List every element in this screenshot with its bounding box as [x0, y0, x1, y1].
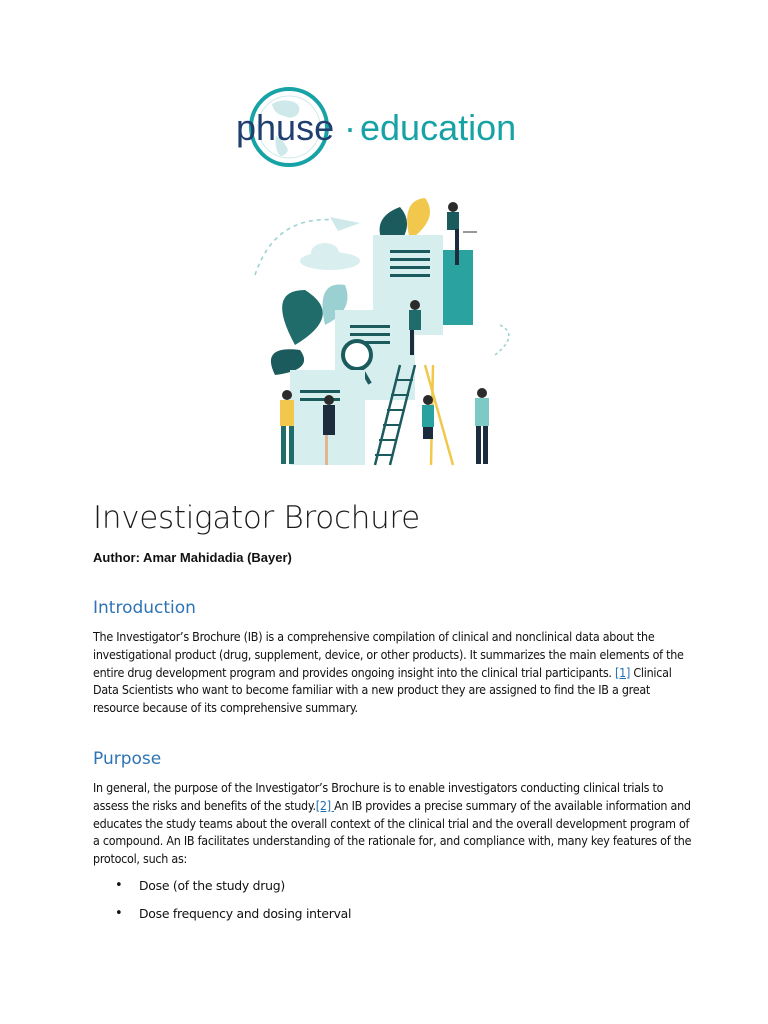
purpose-heading: Purpose — [93, 749, 162, 769]
purpose-paragraph — [93, 779, 693, 868]
purpose-text-part2: An IB provides a precise summary of the available information and educates the study teams about the overall context of the clinical trial and the overall development program of a compound. An IB facilitates understanding of the rationale for, and compliance with, many key features of the protocol, such as: — [93, 797, 692, 867]
reference-link-2[interactable]: [2] — [315, 797, 335, 813]
author-line: Author: Amar Mahidadia (Bayer) — [93, 550, 292, 565]
logo-product-text: education — [360, 107, 517, 148]
introduction-text-part2: Clinical Data Scientists who want to become familiar with a new product they are assigned to find the IB a great resource because of its comprehensive summary. — [93, 664, 672, 716]
list-item: • Dose (of the study drug) — [93, 874, 653, 902]
reference-link-1[interactable]: [1] — [615, 664, 631, 680]
introduction-heading: Introduction — [93, 598, 196, 618]
phuse-education-logo — [232, 84, 532, 174]
protocol-features-list — [93, 874, 653, 930]
introduction-text-part1: The Investigator’s Brochure (IB) is a comprehensive compilation of clinical and nonclinical data about the investigational product (drug, supplement, device, or other products). It summarizes the main elements of the entire drug development program and provides ongoing insight into the clinical trial participants. — [93, 629, 684, 680]
introduction-paragraph — [93, 628, 693, 717]
logo-brand-text: phuse — [236, 107, 335, 148]
list-item: • Dose frequency and dosing interval — [93, 902, 653, 930]
page-title: Investigator Brochure — [93, 500, 420, 536]
logo-separator: · — [344, 107, 356, 148]
purpose-text-part1: In general, the purpose of the Investigator’s Brochure is to enable investigators conducting clinical trials to assess the risks and benefits of the study. — [93, 780, 664, 813]
team-documents-illustration — [245, 195, 525, 475]
